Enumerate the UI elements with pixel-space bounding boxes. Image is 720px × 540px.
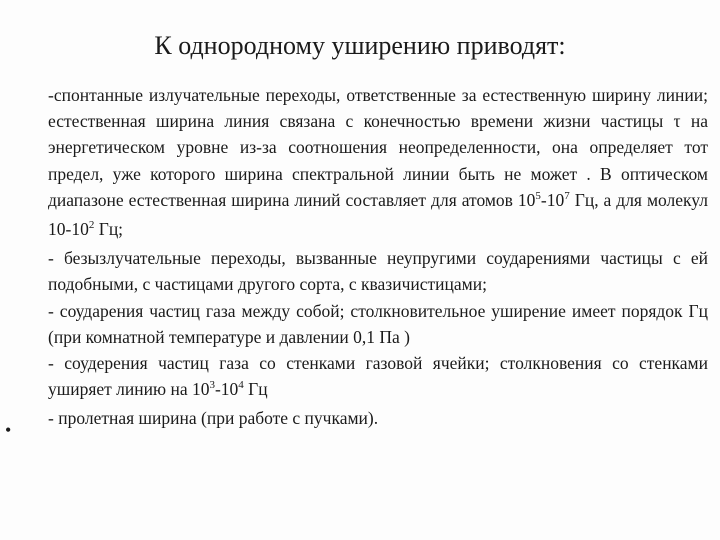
text-segment: -спонтанные излучательные переходы, ответственные за естественную ширину линии; естественная ширина линия связана с конечностью времени жизни частицы τ на энергетическом уровне из-за соотношения неопределенности, она определяет тот предел, уже которого ширина спектральной линии быть не может . В оптическом диапазоне естественная ширина линий составляет для атомов 10	[48, 85, 708, 210]
paragraph-wall-collisions	[48, 350, 708, 405]
text-segment: - соудерения частиц газа со стенками газовой ячейки; столкновения со стенками уширяет линию на 10	[48, 353, 708, 400]
slide-title: К однородному уширению приводят:	[154, 31, 566, 60]
superscript: 3	[209, 379, 215, 392]
text-segment: Гц	[243, 379, 268, 400]
superscript: 5	[535, 189, 541, 202]
text-segment: Гц, а для молекул 10-10	[48, 189, 709, 240]
superscript: 2	[88, 219, 95, 232]
paragraph-spontaneous-transitions	[48, 82, 708, 245]
slide-body	[48, 82, 708, 432]
text-segment: -10	[214, 379, 239, 400]
empty-bullet: •	[5, 420, 12, 440]
superscript: 4	[238, 379, 244, 392]
superscript: 7	[564, 189, 570, 202]
paragraph-nonradiative-transitions: - безызлучательные переходы, вызванные неупругими соударениями частицы с ей подобными, с частицами другого сорта, с квазичистицами;	[48, 248, 708, 295]
paragraph-transit-width: - пролетная ширина (при работе с пучками).	[48, 408, 379, 429]
text-segment: -10	[540, 189, 565, 210]
text-segment: Гц;	[94, 219, 124, 240]
paragraph-gas-collisions: - соударения частиц газа между собой; столкновительное уширение имеет порядок Гц (при комнатной температуре и давлении 0,1 Па )	[48, 300, 708, 347]
